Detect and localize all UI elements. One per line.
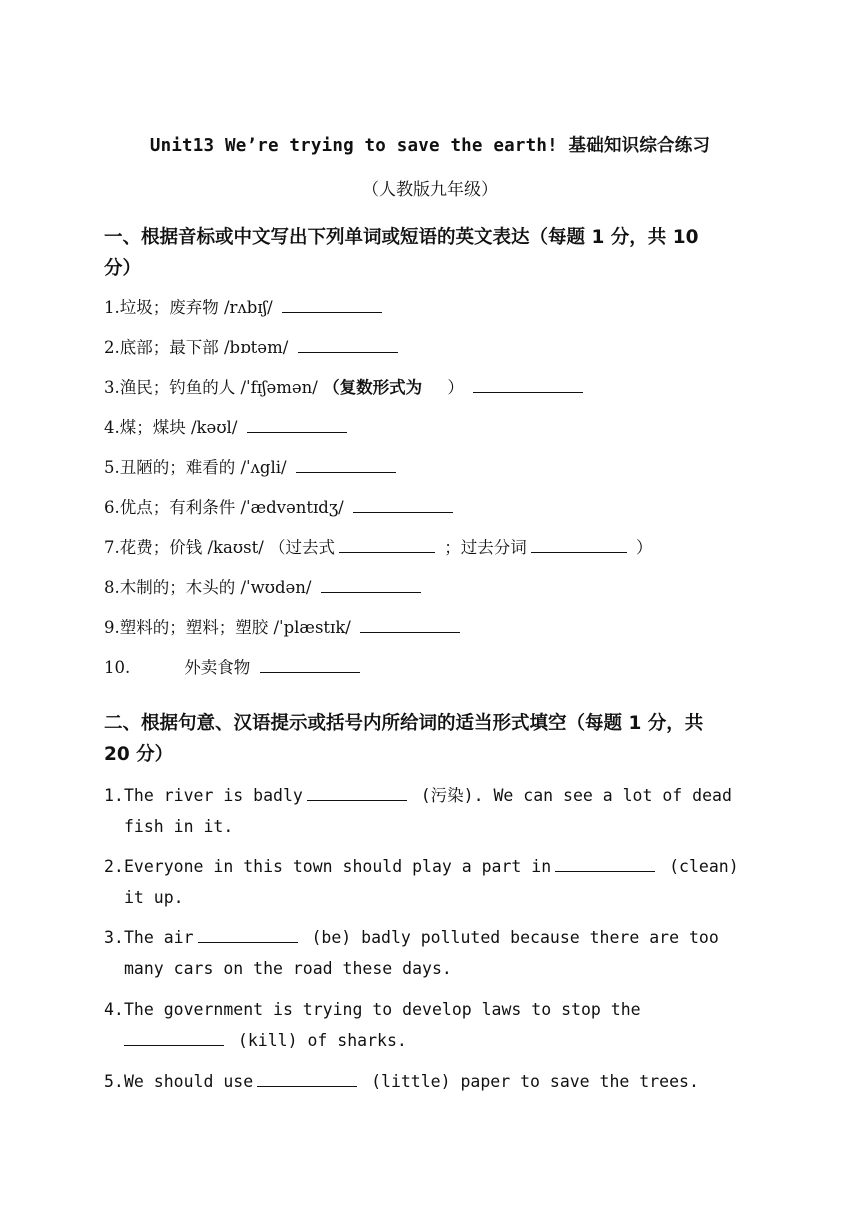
page-subtitle: （人教版九年级）: [362, 180, 498, 200]
item-part-past: （过去式: [269, 538, 336, 557]
item-text-after: (kill) of sharks.: [228, 1031, 407, 1050]
item-number: 1.: [104, 786, 124, 805]
answer-blank[interactable]: [296, 454, 396, 473]
answer-gap[interactable]: [431, 375, 443, 393]
item-prompt: 外卖食物: [184, 658, 256, 677]
item-number: 4.: [104, 418, 120, 437]
item-number: 5.: [104, 458, 120, 477]
answer-blank[interactable]: [257, 1068, 357, 1087]
item-number: 2.: [104, 338, 120, 357]
vocab-item-3: [104, 372, 764, 404]
item-prompt: 底部；最下部 /bɒtəm/: [119, 338, 294, 357]
answer-blank[interactable]: [473, 374, 583, 393]
answer-blank[interactable]: [247, 414, 347, 433]
answer-blank[interactable]: [260, 654, 360, 673]
item-text-after: (clean): [659, 857, 739, 876]
fill-item-2: [104, 851, 756, 913]
answer-blank[interactable]: [307, 782, 407, 801]
section1-heading: [104, 222, 764, 284]
section2-heading-line1: 二、根据句意、汉语提示或括号内所给词的适当形式填空（每题 1 分，共: [104, 713, 704, 734]
item-number: 4.: [104, 1000, 124, 1019]
answer-blank[interactable]: [360, 614, 460, 633]
item-note-close: ）: [447, 378, 464, 397]
answer-blank[interactable]: [321, 574, 421, 593]
vocab-item-5: [104, 452, 764, 484]
item-number: 6.: [104, 498, 120, 517]
item-text-before: The river is badly: [124, 786, 303, 805]
vocab-item-7: [104, 532, 764, 564]
section1-heading-line2: 分）: [104, 258, 142, 279]
answer-blank[interactable]: [353, 494, 453, 513]
answer-blank[interactable]: [282, 294, 382, 313]
page-title: Unit13 We’re trying to save the earth! 基础知识综合练习: [149, 136, 711, 156]
item-part-participle: ；过去分词: [444, 538, 527, 557]
vocab-item-8: [104, 572, 764, 604]
section2-heading: [104, 708, 764, 770]
item-number: 3.: [104, 378, 120, 397]
item-number: 9.: [104, 618, 120, 637]
item-number: 10.: [104, 658, 131, 677]
item-text-line2: many cars on the road these days.: [124, 959, 452, 978]
vocab-item-6: [104, 492, 764, 524]
item-text-after: (污染). We can see a lot of dead: [410, 786, 732, 805]
answer-blank[interactable]: [124, 1027, 224, 1046]
section1-heading-line1: 一、根据音标或中文写出下列单词或短语的英文表达（每题 1 分，共 10: [104, 227, 699, 248]
item-number: 7.: [104, 538, 120, 557]
item-text-before: We should use: [124, 1072, 254, 1091]
item-prompt: 渔民；钓鱼的人 /ˈfɪʃəmən/: [119, 378, 324, 397]
item-number: 5.: [104, 1072, 124, 1091]
answer-blank[interactable]: [298, 334, 398, 353]
item-text-line2: it up.: [124, 888, 184, 907]
item-note: （复数形式为: [323, 378, 423, 397]
item-text-before: The air: [124, 928, 194, 947]
answer-blank-participle[interactable]: [531, 534, 627, 553]
item-prompt: 垃圾；废弃物 /rʌbɪʃ/: [119, 298, 278, 317]
item-prompt: 塑料的；塑料；塑胶 /ˈplæstɪk/: [119, 618, 357, 637]
answer-blank[interactable]: [198, 924, 298, 943]
item-text-line2: fish in it.: [124, 817, 234, 836]
item-text-before: Everyone in this town should play a part in: [124, 857, 552, 876]
fill-item-5: [104, 1066, 756, 1097]
answer-blank-past[interactable]: [339, 534, 435, 553]
item-part-close: ）: [636, 538, 653, 557]
item-prompt: 丑陋的；难看的 /ˈʌgli/: [119, 458, 292, 477]
vocab-item-1: [104, 292, 764, 324]
item-prompt: 木制的；木头的 /ˈwʊdən/: [119, 578, 317, 597]
item-prompt: 花费；价钱 /kaʊst/: [119, 538, 270, 557]
vocab-item-10: [104, 652, 764, 684]
fill-item-1: [104, 780, 756, 842]
item-prompt: 煤；煤块 /kəʊl/: [119, 418, 243, 437]
fill-item-3: [104, 922, 756, 984]
section2-heading-line2: 20 分）: [104, 744, 174, 765]
answer-blank[interactable]: [555, 853, 655, 872]
item-number: 3.: [104, 928, 124, 947]
item-prompt: 优点；有利条件 /ˈædvəntɪdʒ/: [119, 498, 349, 517]
item-number: 1.: [104, 298, 120, 317]
vocab-item-9: [104, 612, 764, 644]
vocab-item-4: [104, 412, 764, 444]
item-number: 8.: [104, 578, 120, 597]
item-text-after: (little) paper to save the trees.: [361, 1072, 699, 1091]
item-text-before: The government is trying to develop laws to stop the: [124, 1000, 641, 1019]
fill-item-4: [104, 994, 756, 1056]
item-text-after: (be) badly polluted because there are too: [301, 928, 719, 947]
item-number: 2.: [104, 857, 124, 876]
vocab-item-2: [104, 332, 764, 364]
